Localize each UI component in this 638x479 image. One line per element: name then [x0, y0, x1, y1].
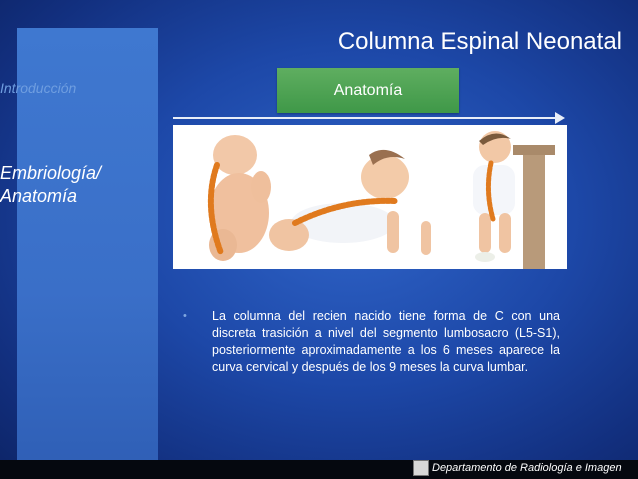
sidebar-item-introduccion[interactable]: Introducción — [0, 80, 77, 96]
section-button-label: Anatomía — [333, 81, 403, 99]
slide-title: Columna Espinal Neonatal — [337, 28, 622, 55]
section-button-anatomia[interactable] — [277, 68, 459, 113]
newborn-figure — [209, 135, 271, 261]
crawling-infant-figure — [269, 150, 431, 255]
arrow-right-icon — [555, 112, 565, 124]
standing-toddler-figure — [473, 131, 555, 269]
bullet-marker: • — [183, 310, 187, 322]
infant-illustration-svg — [173, 125, 567, 269]
footer-department-text: Departamento de Radiología e Imagen — [432, 462, 622, 474]
infant-spine-development-illustration — [173, 125, 567, 269]
timeline-arrow-line — [173, 117, 557, 119]
sidebar-item-embriologia-anatomia[interactable]: Embriología/ Anatomía — [0, 163, 102, 206]
bullet-text: La columna del recien nacido tiene forma de C con una discreta trasición a nivel del segmento lumbosacro (L5-S1), posteriormente aproximadamente a los 6 meses aparece la curva cervical y después de los 9 meses la curva lumbar. — [212, 309, 560, 374]
department-logo-icon — [413, 460, 429, 476]
